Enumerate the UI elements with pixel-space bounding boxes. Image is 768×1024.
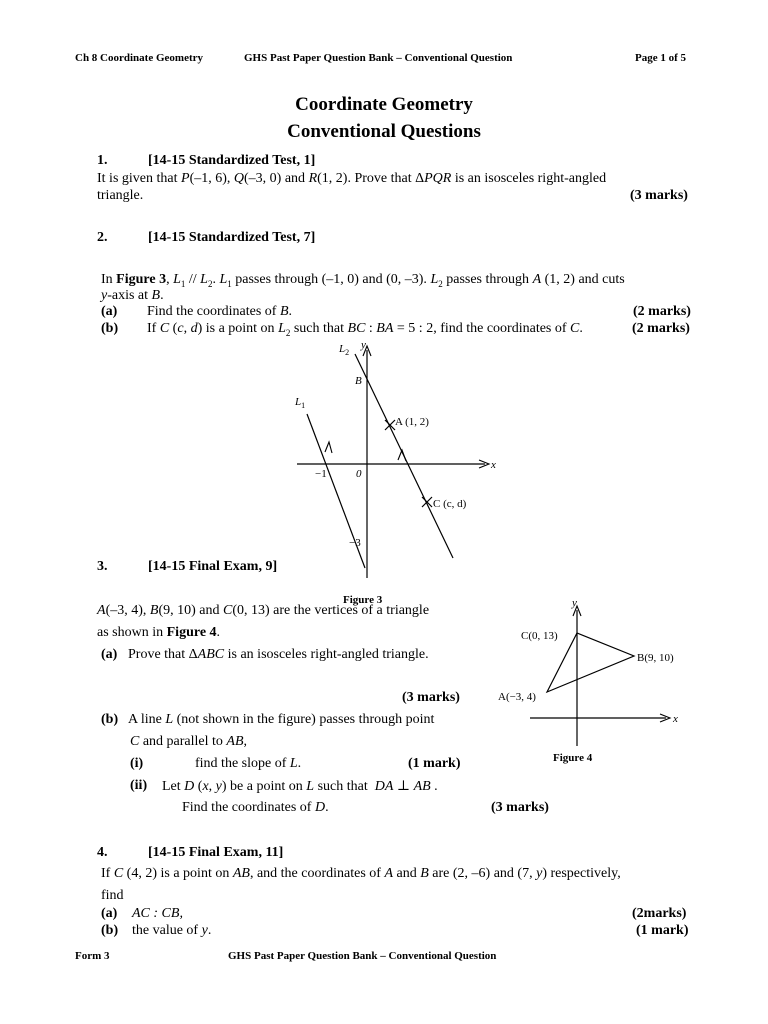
label-L2: $L_2$ [339, 343, 350, 357]
figure-3-caption: Figure 3 [343, 594, 383, 606]
q4b-marks: (1 mark) [636, 923, 689, 938]
q1-source: [14-15 Standardized Test, 1] [148, 153, 316, 168]
q4a-marks: (2marks) [632, 906, 687, 921]
q2-text-line1: In Figure 3, $L_1 // L_2$. $L_1$ passes through (–1, 0) and (0, –3). $L_2$ passes through A (1, 2) and cuts [101, 272, 625, 289]
label-C: C(0, 13) [521, 630, 558, 642]
figure-4-caption: Figure 4 [553, 752, 593, 764]
q4-text-line2: find [101, 888, 124, 903]
q4a-text: AC : CB, [132, 906, 183, 921]
q1-marks: (3 marks) [630, 188, 688, 203]
label-B: B(9, 10) [637, 652, 674, 664]
q3bi-marks: (1 mark) [408, 756, 461, 771]
q3-number: 3. [97, 559, 108, 574]
q3bii-marks: (3 marks) [491, 800, 549, 815]
q4a-label: (a) [101, 906, 118, 921]
q3-text-line1: A(–3, 4), B(9, 10) and C(0, 13) are the vertices of a triangle [97, 603, 430, 618]
q3b-text-line2: C and parallel to AB, [130, 734, 248, 749]
L1-arrow-icon [325, 442, 332, 453]
q2-text-line2: y-axis at B. [101, 288, 164, 303]
page-title: Coordinate Geometry [295, 94, 473, 115]
footer-left: Form 3 [75, 950, 110, 962]
q3b-label: (b) [101, 712, 119, 727]
q3b-text-line1: A line L (not shown in the figure) passes through point [128, 712, 435, 727]
q1-text-line1: It is given that P(–1, 6), Q(–3, 0) and R(1, 2). Prove that ΔPQR is an isosceles right-angled [97, 171, 607, 186]
triangle-ABC [547, 633, 634, 692]
q4-number: 4. [97, 845, 108, 860]
label-x: x [491, 459, 496, 471]
label-neg3: −3 [349, 537, 361, 549]
q3-source: [14-15 Final Exam, 9] [148, 559, 278, 574]
q2a-text: Find the coordinates of B. [147, 304, 293, 319]
q2a-label: (a) [101, 304, 118, 319]
label-C: C (c, d) [433, 498, 467, 510]
q3-text-line2: as shown in Figure 4. [97, 625, 221, 640]
figure-4 [490, 596, 690, 756]
header-center: GHS Past Paper Question Bank – Conventional Question [244, 52, 513, 64]
label-y: y [572, 597, 577, 609]
label-neg1: −1 [315, 468, 327, 480]
q3a-label: (a) [101, 647, 118, 662]
label-A: A (1, 2) [395, 416, 429, 428]
q3bii-text-line1: Let D (x, y) be a point on L such that DA ⊥ AB . [162, 779, 438, 794]
label-origin: 0 [356, 468, 362, 480]
figure-3 [285, 336, 505, 586]
label-x: x [673, 713, 678, 725]
footer-center: GHS Past Paper Question Bank – Conventional Question [228, 950, 497, 962]
q3bii-label: (ii) [130, 778, 148, 793]
q3bi-label: (i) [130, 756, 144, 771]
q3a-marks: (3 marks) [402, 690, 460, 705]
header-page-number: Page 1 of 5 [635, 52, 687, 64]
label-A: A(−3, 4) [498, 691, 536, 703]
q4b-label: (b) [101, 923, 119, 938]
header-left: Ch 8 Coordinate Geometry [75, 52, 204, 64]
q3bii-text-line2: Find the coordinates of D. [182, 800, 329, 815]
label-B: B [355, 375, 362, 387]
q2b-label: (b) [101, 321, 119, 336]
label-L1: $L_1$ [295, 396, 306, 410]
q1-text-line2: triangle. [97, 188, 144, 203]
q2b-text: If C (c, d) is a point on $L_2$ such that BC : BA = 5 : 2, find the coordinates of C. [147, 321, 583, 338]
q2b-marks: (2 marks) [632, 321, 690, 336]
q4-source: [14-15 Final Exam, 11] [148, 845, 284, 860]
q2a-marks: (2 marks) [633, 304, 691, 319]
label-y: y [361, 339, 366, 351]
page-subtitle: Conventional Questions [287, 121, 481, 142]
q3bi-text: find the slope of L. [195, 756, 302, 771]
q2-number: 2. [97, 230, 108, 245]
q4b-text: the value of y. [132, 923, 212, 938]
q1-number: 1. [97, 153, 108, 168]
q3a-text: Prove that ΔABC is an isosceles right-angled triangle. [128, 647, 429, 662]
q2-source: [14-15 Standardized Test, 7] [148, 230, 316, 245]
q4-text-line1: If C (4, 2) is a point on AB, and the coordinates of A and B are (2, –6) and (7, y) respectively, [101, 866, 621, 881]
